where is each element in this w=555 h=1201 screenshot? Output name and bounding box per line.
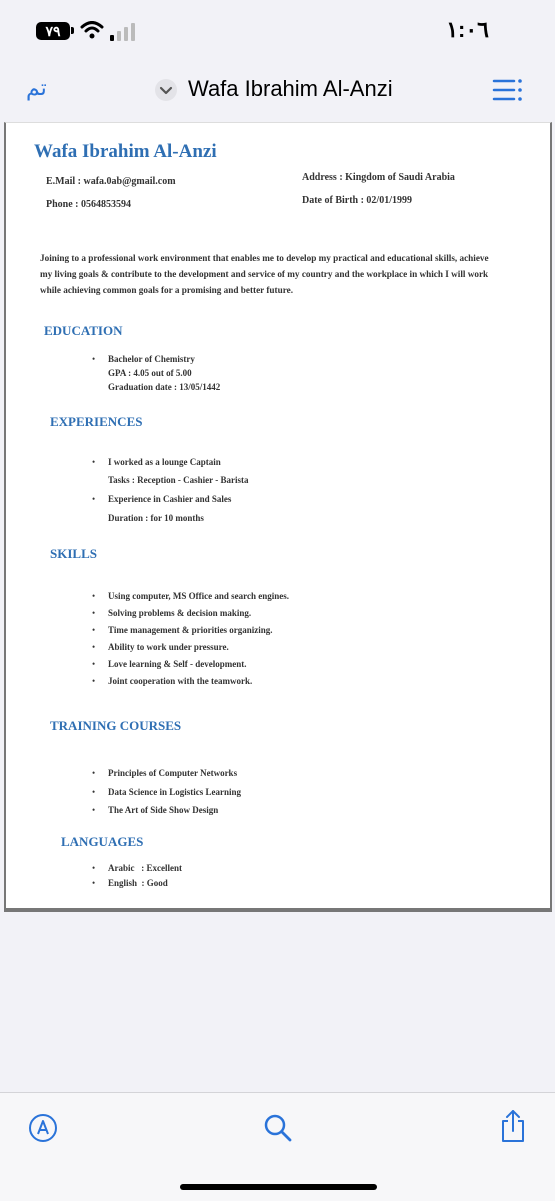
education-line: GPA : 4.05 out of 5.00: [108, 368, 192, 378]
dob-text: Date of Birth : 02/01/1999: [302, 195, 412, 206]
document-page[interactable]: [4, 122, 552, 912]
resume-name: Wafa Ibrahim Al-Anzi: [34, 141, 217, 162]
bullet-icon: •: [92, 863, 96, 873]
markup-icon[interactable]: [28, 1113, 58, 1143]
home-indicator[interactable]: [180, 1184, 377, 1190]
objective-line: my living goals & contribute to the development and service of my country and the workplace in which I will work: [40, 269, 489, 279]
email-text: E.Mail : wafa.0ab@gmail.com: [46, 176, 176, 187]
bullet-icon: •: [92, 787, 96, 797]
experience-line: I worked as a lounge Captain: [108, 457, 221, 467]
wifi-icon: [80, 21, 104, 39]
language-item: Arabic : Excellent: [108, 863, 182, 873]
course-item: Principles of Computer Networks: [108, 768, 238, 778]
education-heading: EDUCATION: [44, 323, 123, 338]
chevron-down-icon[interactable]: [154, 78, 178, 102]
education-line: Bachelor of Chemistry: [108, 354, 195, 364]
done-button[interactable]: تم: [26, 76, 47, 101]
battery-tip: [71, 27, 74, 34]
cellular-signal-icon: [110, 23, 136, 41]
bullet-icon: •: [92, 591, 96, 601]
bullet-icon: •: [92, 805, 96, 815]
bullet-icon: •: [92, 659, 96, 669]
battery-icon: ٧٩: [36, 22, 70, 40]
address-text: Address : Kingdom of Saudi Arabia: [302, 172, 455, 183]
clock: ١:٠٦: [446, 17, 489, 42]
skill-item: Joint cooperation with the teamwork.: [108, 676, 253, 686]
bullet-icon: •: [92, 354, 96, 364]
course-item: The Art of Side Show Design: [108, 805, 219, 815]
document-title[interactable]: Wafa Ibrahim Al-Anzi: [188, 76, 393, 101]
bullet-icon: •: [92, 494, 96, 504]
bullet-icon: •: [92, 457, 96, 467]
training-heading: TRAINING COURSES: [50, 718, 182, 733]
status-bar: [0, 0, 555, 60]
search-icon[interactable]: [263, 1113, 293, 1143]
skill-item: Solving problems & decision making.: [108, 608, 252, 618]
experience-line: Duration : for 10 months: [108, 513, 204, 523]
skills-heading: SKILLS: [50, 546, 97, 561]
skill-item: Using computer, MS Office and search engines.: [108, 591, 289, 601]
objective-paragraph: [40, 250, 510, 298]
course-item: Data Science in Logistics Learning: [108, 787, 241, 797]
bullet-icon: •: [92, 768, 96, 778]
experiences-heading: EXPERIENCES: [50, 414, 143, 429]
experience-line: Tasks : Reception - Cashier - Barista: [108, 475, 249, 485]
skill-item: Ability to work under pressure.: [108, 642, 229, 652]
bullet-icon: •: [92, 608, 96, 618]
skill-item: Love learning & Self - development.: [108, 659, 247, 669]
objective-line: Joining to a professional work environment that enables me to develop my practical and educational skills, achieve: [40, 253, 489, 263]
bullet-icon: •: [92, 676, 96, 686]
objective-line: while achieving common goals for a promising and better future.: [40, 285, 293, 295]
bullet-icon: •: [92, 625, 96, 635]
skill-item: Time management & priorities organizing.: [108, 625, 273, 635]
navigation-bar: [0, 60, 555, 120]
share-icon[interactable]: [499, 1109, 527, 1143]
bullet-icon: •: [92, 878, 96, 888]
phone-text: Phone : 0564853594: [46, 199, 131, 210]
languages-heading: LANGUAGES: [61, 834, 144, 849]
language-item: English : Good: [108, 878, 168, 888]
bullet-icon: •: [92, 642, 96, 652]
list-menu-icon[interactable]: [492, 78, 524, 102]
education-line: Graduation date : 13/05/1442: [108, 382, 221, 392]
experience-line: Experience in Cashier and Sales: [108, 494, 232, 504]
